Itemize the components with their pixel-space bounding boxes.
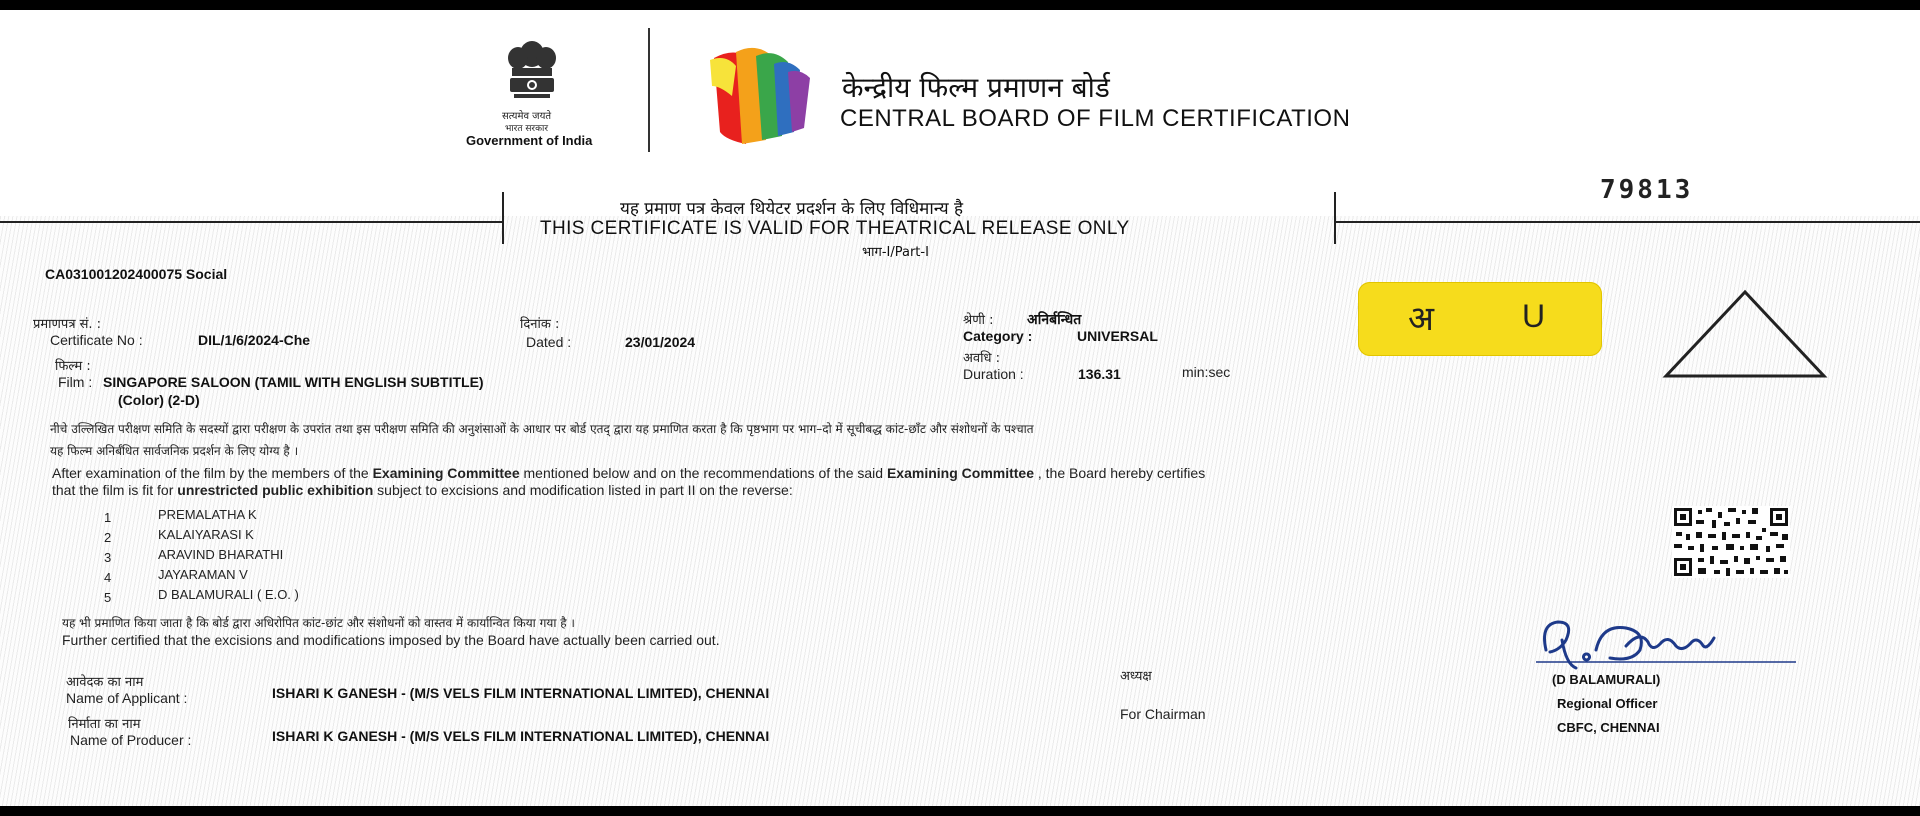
duration-value: 136.31 <box>1078 366 1121 382</box>
committee-num: 2 <box>104 530 112 545</box>
cert-no-value: DIL/1/6/2024-Che <box>198 332 311 348</box>
film-title: SINGAPORE SALOON (TAMIL WITH ENGLISH SUBTITLE) <box>103 374 484 390</box>
certification-text-hindi-1: नीचे उल्लिखित परीक्षण समिति के सदस्यों द्वारा परीक्षण के उपरांत तथा इस परीक्षण समिति की अनुशंसाओं के आधार पर बोर्ड एतद् द्वारा यह प्रमाणित करता है कि पृष्ठभाग पर भाग–दो में सूचीबद्ध कांट-छाँट और संशोधनों के पश्चात <box>50 422 1034 436</box>
dated-label: Dated : <box>526 334 572 350</box>
cert-text-part: mentioned below and on the recommendations of the said <box>519 465 887 481</box>
cert-text-emphasis: Examining Committee <box>886 465 1034 481</box>
certificate-document <box>0 10 1920 806</box>
validity-hindi: यह प्रमाण पत्र केवल थियेटर प्रदर्शन के लिए विधिमान्य है <box>620 199 964 219</box>
signatory-office: CBFC, CHENNAI <box>1557 720 1660 735</box>
rating-hindi: अ <box>1408 299 1434 339</box>
applicant-value: ISHARI K GANESH - (M/S VELS FILM INTERNATIONAL LIMITED), CHENNAI <box>272 685 770 701</box>
committee-num: 5 <box>104 590 112 605</box>
header-divider <box>648 28 650 152</box>
emblem-subtitle: भारत सरकार <box>505 124 549 134</box>
further-certified-english: Further certified that the excisions and modifications imposed by the Board have actually been carried out. <box>62 632 720 648</box>
film-label-hindi: फिल्म : <box>55 359 91 374</box>
rating-english: U <box>1522 298 1546 334</box>
certification-text-hindi-2: यह फिल्म अनिर्बंधित सार्वजनिक प्रदर्शन के लिए योग्य है । <box>50 444 299 458</box>
banner-bracket-left <box>502 192 504 244</box>
committee-member: KALAIYARASI K <box>158 527 254 542</box>
dated-value: 23/01/2024 <box>625 334 696 350</box>
cert-text-part: , the Board hereby certifies <box>1034 465 1206 481</box>
applicant-label: Name of Applicant : <box>66 690 188 706</box>
category-value-hindi: अनिर्बन्धित <box>1027 312 1082 328</box>
committee-member: JAYARAMAN V <box>158 567 248 582</box>
validity-english: THIS CERTIFICATE IS VALID FOR THEATRICAL RELEASE ONLY <box>540 218 1130 239</box>
committee-member: PREMALATHA K <box>158 507 257 522</box>
cert-text-part: After examination of the film by the members of the <box>52 465 373 481</box>
emblem-motto: सत्यमेव जयते <box>502 111 552 122</box>
applicant-label-hindi: आवेदक का नाम <box>66 675 144 690</box>
dated-label-hindi: दिनांक : <box>520 317 560 332</box>
committee-member: D BALAMURALI ( E.O. ) <box>158 587 299 602</box>
committee-num: 1 <box>104 510 112 525</box>
cert-text-part: subject to excisions and modification listed in part II on the reverse: <box>373 482 793 498</box>
cert-no-label: Certificate No : <box>50 332 143 348</box>
board-name-hindi: केन्द्रीय फिल्म प्रमाणन बोर्ड <box>842 71 1110 104</box>
board-name-english: CENTRAL BOARD OF FILM CERTIFICATION <box>840 105 1351 132</box>
cert-no-label-hindi: प्रमाणपत्र सं. : <box>33 317 102 332</box>
chairman-hindi: अध्यक्ष <box>1120 669 1152 684</box>
triangle-icon <box>1660 288 1830 380</box>
film-format: (Color) (2-D) <box>118 392 200 408</box>
reference-number: CA031001202400075 Social <box>45 266 228 282</box>
signature-icon <box>1536 610 1826 670</box>
producer-value: ISHARI K GANESH - (M/S VELS FILM INTERNATIONAL LIMITED), CHENNAI <box>272 728 770 744</box>
certification-text-english-2 <box>52 482 793 498</box>
producer-label-hindi: निर्माता का नाम <box>68 717 141 732</box>
cert-text-emphasis: unrestricted public exhibition <box>177 482 374 498</box>
category-value: UNIVERSAL <box>1077 328 1158 344</box>
category-label: Category : <box>963 328 1033 344</box>
signatory-name: (D BALAMURALI) <box>1552 672 1661 687</box>
producer-label: Name of Producer : <box>70 732 192 748</box>
banner-rule-left <box>0 221 502 223</box>
cert-text-emphasis: Examining Committee <box>372 465 520 481</box>
national-emblem-icon <box>492 32 572 112</box>
further-certified-hindi: यह भी प्रमाणित किया जाता है कि बोर्ड द्वारा अधिरोपित कांट-छांट और संशोधनों को वास्तव में कार्यान्वित किया गया है । <box>62 616 575 630</box>
duration-label-hindi: अवधि : <box>963 351 1001 366</box>
committee-num: 4 <box>104 570 112 585</box>
banner-rule-right <box>1336 221 1920 223</box>
duration-unit: min:sec <box>1182 364 1231 380</box>
chairman-english: For Chairman <box>1120 706 1206 722</box>
serial-number: 79813 <box>1600 175 1694 205</box>
committee-member: ARAVIND BHARATHI <box>158 547 284 562</box>
cbfc-logo-icon <box>706 36 826 148</box>
cert-text-part: that the film is fit for <box>52 482 178 498</box>
validity-part: भाग-I/Part-I <box>862 245 929 260</box>
committee-num: 3 <box>104 550 112 565</box>
banner-bracket-right <box>1334 192 1336 244</box>
signatory-title: Regional Officer <box>1557 696 1658 711</box>
government-label: Government of India <box>466 133 593 148</box>
rating-badge <box>1358 282 1602 356</box>
qr-code-icon <box>1672 506 1790 578</box>
duration-label: Duration : <box>963 366 1024 382</box>
film-label: Film : <box>58 374 93 390</box>
category-label-hindi: श्रेणी : <box>963 313 994 328</box>
certification-text-english-1 <box>52 465 1205 481</box>
